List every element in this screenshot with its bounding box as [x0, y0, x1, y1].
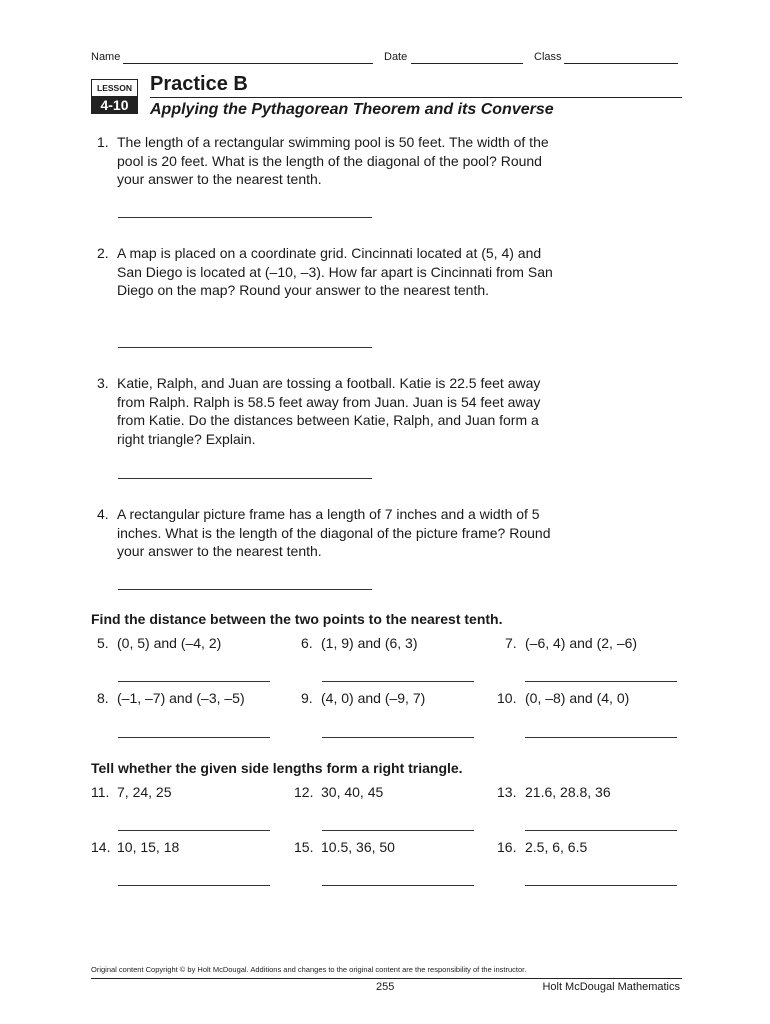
page-title: Practice B	[150, 73, 248, 95]
problem-number: 2.	[97, 245, 109, 261]
problem-number: 1.	[97, 134, 109, 150]
answer-line-1[interactable]	[118, 217, 372, 218]
problem-text: 10.5, 36, 50	[321, 839, 395, 855]
problem-number: 16.	[497, 839, 517, 855]
answer-line-8[interactable]	[118, 737, 270, 738]
answer-line-10[interactable]	[525, 737, 677, 738]
answer-line-5[interactable]	[118, 681, 270, 682]
problem-text: (1, 9) and (6, 3)	[321, 635, 418, 651]
answer-line-13[interactable]	[525, 830, 677, 831]
problem-number: 5.	[97, 635, 109, 651]
problem-text: (0, –8) and (4, 0)	[525, 690, 630, 706]
problem-number: 8.	[97, 690, 109, 706]
problem-number: 7.	[505, 635, 517, 651]
answer-line-15[interactable]	[322, 885, 474, 886]
problem-3	[97, 374, 567, 448]
problem-number: 4.	[97, 506, 109, 522]
problem-4	[97, 505, 567, 561]
date-label: Date	[384, 51, 408, 63]
problem-number: 11.	[91, 784, 110, 800]
title-divider	[150, 97, 682, 98]
answer-line-6[interactable]	[322, 681, 474, 682]
section-heading-triangle: Tell whether the given side lengths form a right triangle.	[91, 760, 463, 776]
answer-line-16[interactable]	[525, 885, 677, 886]
page-subtitle: Applying the Pythagorean Theorem and its Converse	[150, 101, 554, 118]
problem-1	[97, 133, 567, 189]
problem-number: 14.	[91, 839, 111, 855]
problem-number: 10.	[497, 690, 517, 706]
problem-text: The length of a rectangular swimming pool is 50 feet. The width of the pool is 20 feet. What is the length of the diagonal of the pool? Round your answer to the nearest tenth.	[117, 134, 549, 187]
lesson-label: LESSON	[91, 79, 138, 97]
problem-text: A map is placed on a coordinate grid. Cincinnati located at (5, 4) and San Diego is located at (–10, –3). How far apart is Cincinnati from San Diego on the map? Round your answer to the nearest tenth.	[117, 245, 553, 298]
problem-text: A rectangular picture frame has a length of 7 inches and a width of 5 inches. What is the length of the diagonal of the picture frame? Round your answer to the nearest tenth.	[117, 506, 551, 559]
problem-number: 6.	[301, 635, 313, 651]
problem-text: 30, 40, 45	[321, 784, 384, 800]
problem-text: 10, 15, 18	[117, 839, 180, 855]
problem-text: Katie, Ralph, and Juan are tossing a football. Katie is 22.5 feet away from Ralph. Ralph is 58.5 feet away from Juan. Juan is 54 feet away from Katie. Do the distances between Katie, Ralph, and Juan form a right triangle? Explain.	[117, 375, 541, 447]
problem-text: (–6, 4) and (2, –6)	[525, 635, 638, 651]
copyright-notice: Original content Copyright © by Holt McDougal. Additions and changes to the original content are the responsibility of the instructor.	[91, 965, 527, 974]
answer-line-2[interactable]	[118, 347, 372, 348]
answer-line-4[interactable]	[118, 589, 372, 590]
answer-line-11[interactable]	[118, 830, 270, 831]
publisher-name: Holt McDougal Mathematics	[542, 981, 680, 993]
answer-line-9[interactable]	[322, 737, 474, 738]
problem-number: 9.	[301, 690, 313, 706]
class-label: Class	[534, 51, 562, 63]
problem-number: 12.	[294, 784, 314, 800]
answer-line-7[interactable]	[525, 681, 677, 682]
problem-2	[97, 244, 567, 300]
name-label: Name	[91, 51, 121, 63]
answer-line-12[interactable]	[322, 830, 474, 831]
footer-divider	[91, 978, 682, 979]
problem-text: (0, 5) and (–4, 2)	[117, 635, 222, 651]
problem-text: 21.6, 28.8, 36	[525, 784, 611, 800]
class-field[interactable]	[564, 63, 678, 64]
problem-text: 7, 24, 25	[117, 784, 172, 800]
name-field[interactable]	[123, 63, 373, 64]
problem-number: 3.	[97, 375, 109, 391]
problem-number: 13.	[497, 784, 517, 800]
problem-text: 2.5, 6, 6.5	[525, 839, 588, 855]
date-field[interactable]	[411, 63, 523, 64]
problem-text: (4, 0) and (–9, 7)	[321, 690, 426, 706]
lesson-number: 4-10	[91, 96, 138, 114]
page-number: 255	[376, 981, 395, 993]
problem-text: (–1, –7) and (–3, –5)	[117, 690, 245, 706]
section-heading-distance: Find the distance between the two points to the nearest tenth.	[91, 611, 503, 627]
answer-line-14[interactable]	[118, 885, 270, 886]
answer-line-3[interactable]	[118, 478, 372, 479]
problem-number: 15.	[294, 839, 314, 855]
